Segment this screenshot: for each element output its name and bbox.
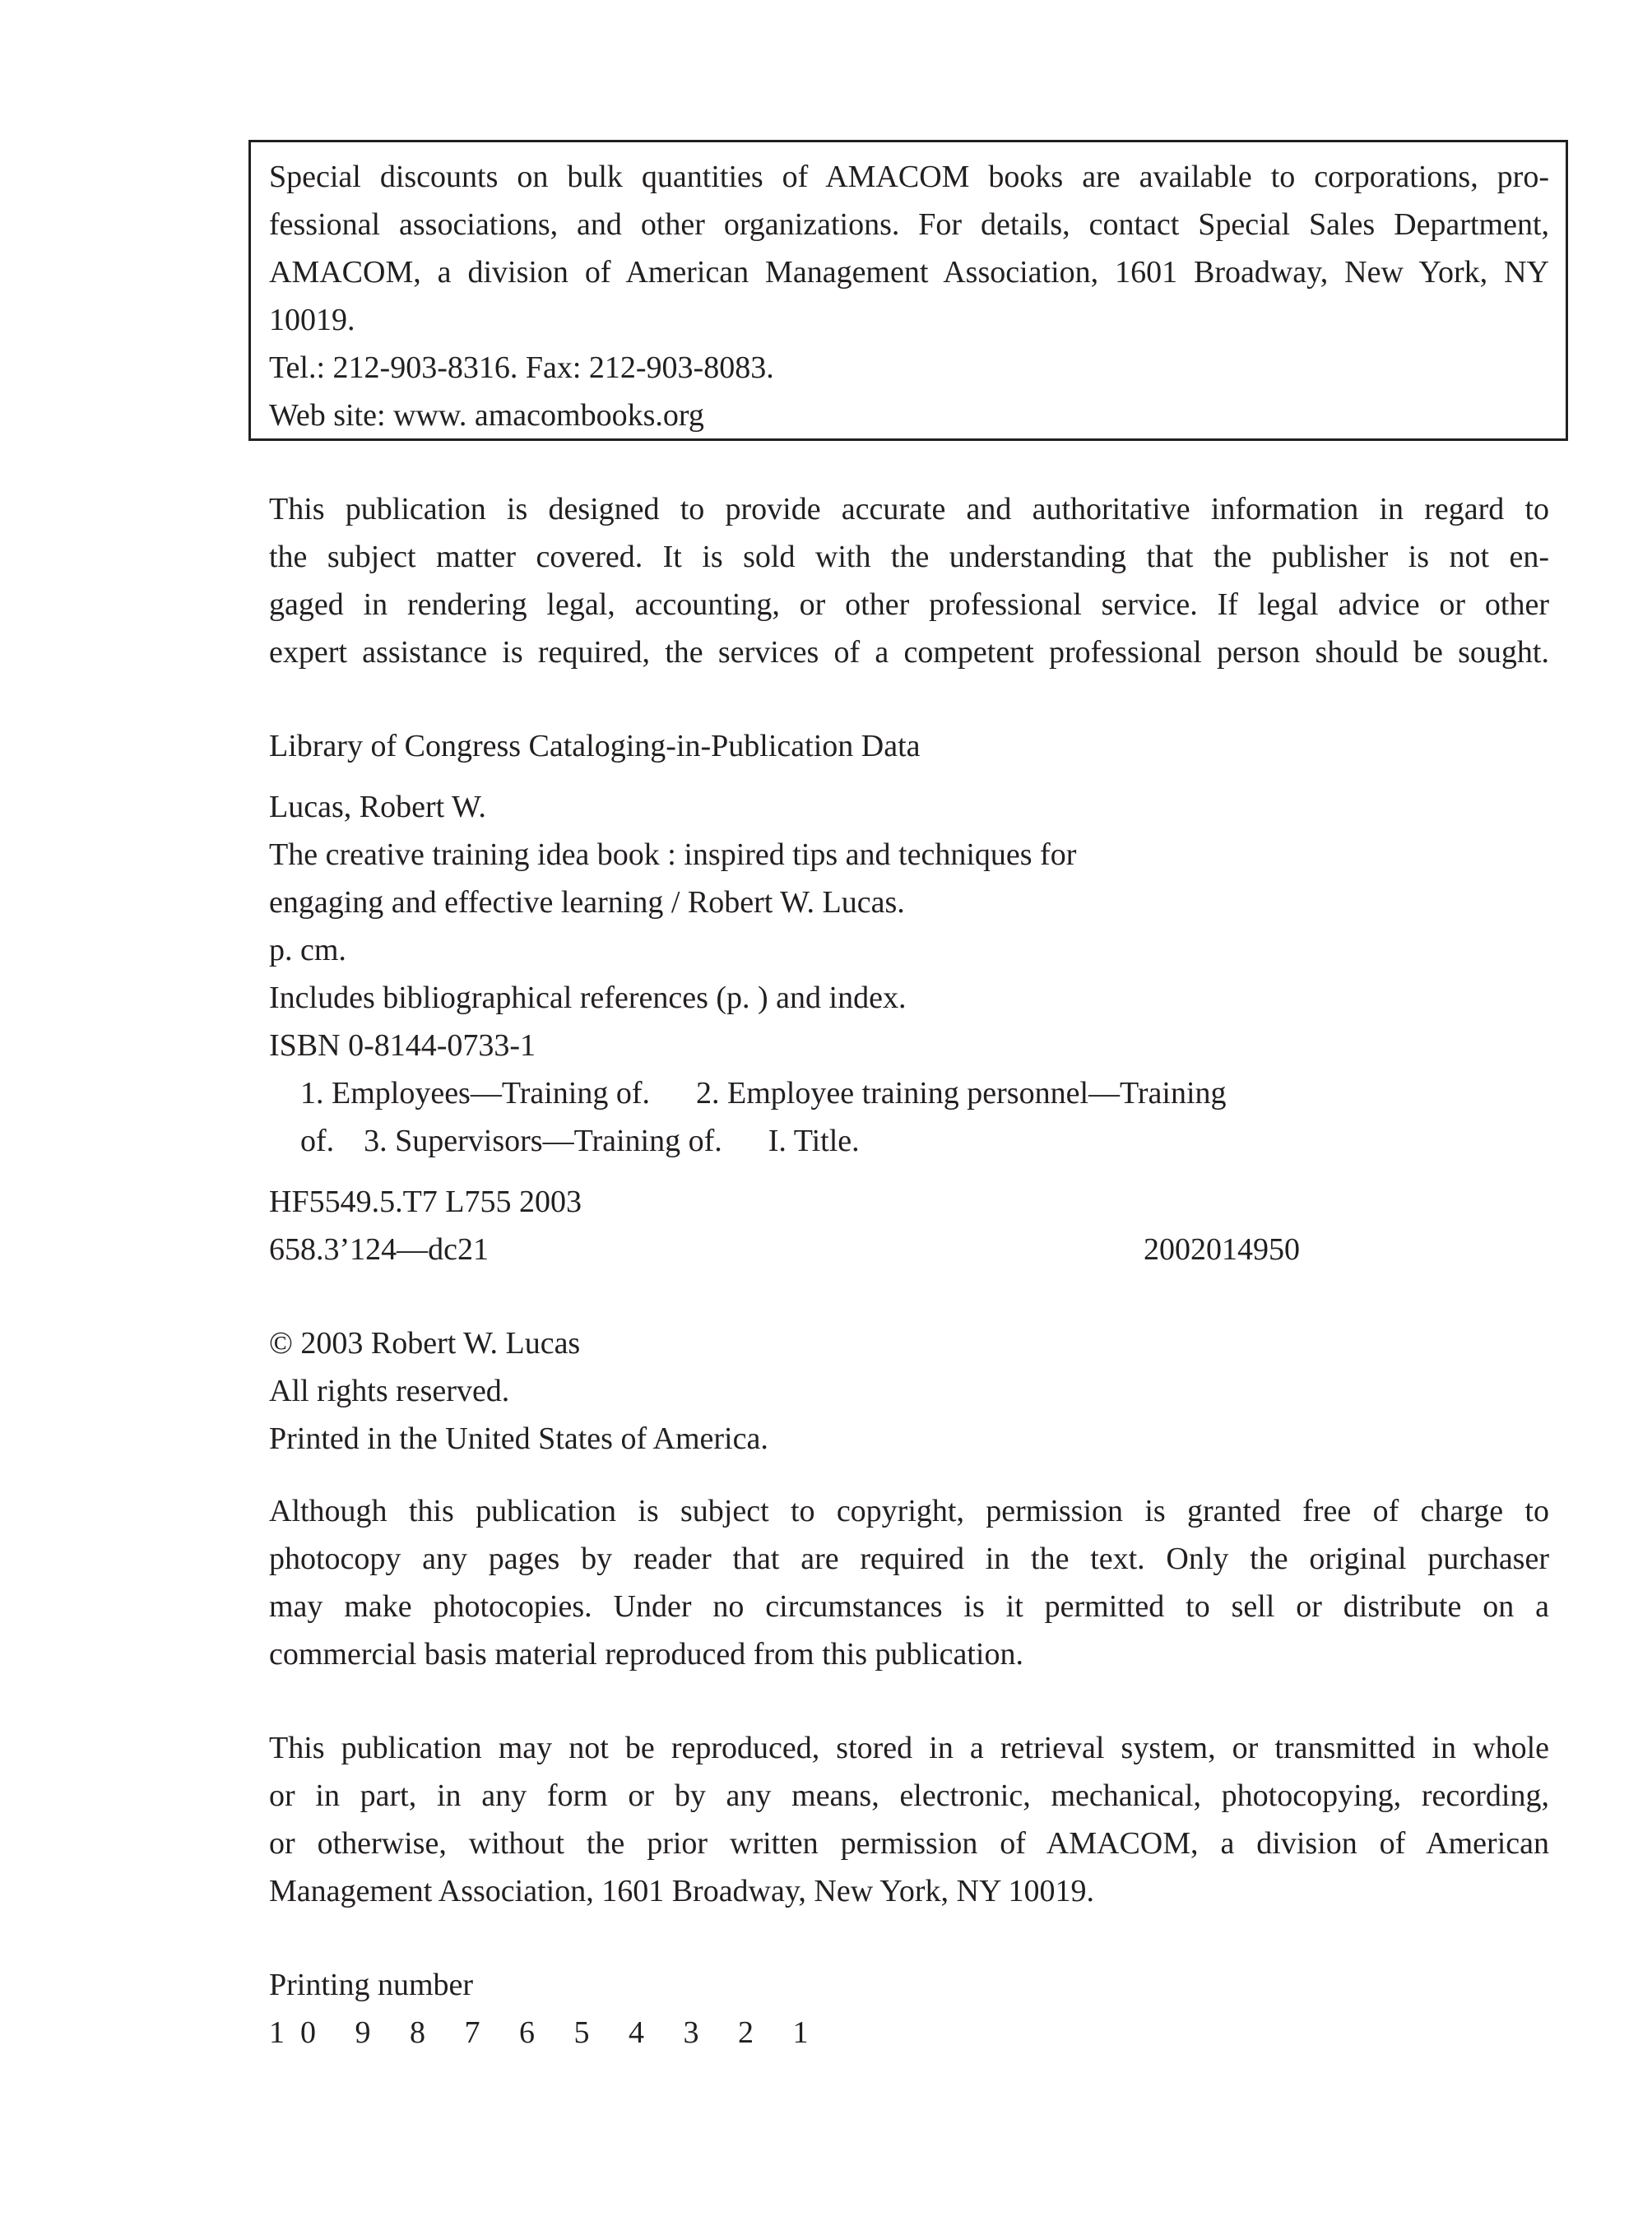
disclaimer-line: expert assistance is required, the services of a competent professional person should be sought. — [269, 635, 1549, 670]
special-sales-line: 10019. — [269, 303, 355, 337]
special-sales-line: fessional associations, and other organizations. For details, contact Special Sales Department, — [269, 207, 1549, 242]
cip-subject: 2. Employee training personnel—Training — [696, 1076, 1227, 1111]
cip-author: Lucas, Robert W. — [269, 790, 486, 824]
cip-subjects-line — [300, 1078, 1227, 1109]
disclaimer-line: This publication is designed to provide accurate and authoritative information in regard to — [269, 492, 1549, 526]
disclaimer-line: gaged in rendering legal, accounting, or other professional service. If legal advice or other — [269, 587, 1549, 622]
cip-references: Includes bibliographical references (p. ) and index. — [269, 981, 907, 1015]
cip-subject: 3. Supervisors—Training of. — [364, 1124, 722, 1158]
photocopy-line: may make photocopies. Under no circumstances is it permitted to sell or distribute on a — [269, 1589, 1549, 1624]
cip-subject: of. — [300, 1124, 335, 1158]
copyright-rights: All rights reserved. — [269, 1374, 510, 1408]
cip-subject: 1. Employees—Training of. — [300, 1076, 651, 1111]
cip-subject: I. Title. — [768, 1124, 860, 1158]
special-sales-line: AMACOM, a division of American Management Association, 1601 Broadway, New York, NY — [269, 255, 1549, 290]
printing-numbers: 10 9 8 7 6 5 4 3 2 1 — [269, 2015, 824, 2050]
reproduction-line: This publication may not be reproduced, stored in a retrieval system, or transmitted in whole — [269, 1731, 1549, 1765]
photocopy-line: Although this publication is subject to copyright, permission is granted free of charge to — [269, 1494, 1549, 1528]
copyright-printed: Printed in the United States of America. — [269, 1421, 768, 1456]
reproduction-line: or otherwise, without the prior written permission of AMACOM, a division of American — [269, 1826, 1549, 1861]
reproduction-line: or in part, in any form or by any means, electronic, mechanical, photocopying, recording, — [269, 1778, 1549, 1813]
cip-heading: Library of Congress Cataloging-in-Publication Data — [269, 729, 921, 763]
cip-isbn: ISBN 0-8144-0733-1 — [269, 1028, 536, 1063]
cip-pagination: p. cm. — [269, 933, 346, 967]
photocopy-line: photocopy any pages by reader that are required in the text. Only the original purchaser — [269, 1542, 1549, 1576]
copyright-notice: © 2003 Robert W. Lucas — [269, 1326, 581, 1361]
special-sales-phone-fax: Tel.: 212-903-8316. Fax: 212-903-8083. — [269, 350, 774, 385]
photocopy-line: commercial basis material reproduced from this publication. — [269, 1637, 1023, 1672]
cip-subjects-line — [300, 1125, 860, 1157]
printing-label: Printing number — [269, 1968, 474, 2002]
cip-title-line: The creative training idea book : inspired tips and techniques for — [269, 837, 1077, 872]
disclaimer-line: the subject matter covered. It is sold with the understanding that the publisher is not en- — [269, 540, 1549, 574]
cip-lccn: 2002014950 — [1144, 1232, 1300, 1267]
cip-title-line: engaging and effective learning / Robert W. Lucas. — [269, 885, 905, 920]
cip-lc-class: HF5549.5.T7 L755 2003 — [269, 1185, 582, 1219]
reproduction-line: Management Association, 1601 Broadway, New York, NY 10019. — [269, 1874, 1095, 1908]
special-sales-website: Web site: www. amacombooks.org — [269, 398, 704, 433]
special-sales-line: Special discounts on bulk quantities of AMACOM books are available to corporations, pro- — [269, 160, 1549, 194]
cip-dewey: 658.3’124—dc21 — [269, 1232, 490, 1267]
